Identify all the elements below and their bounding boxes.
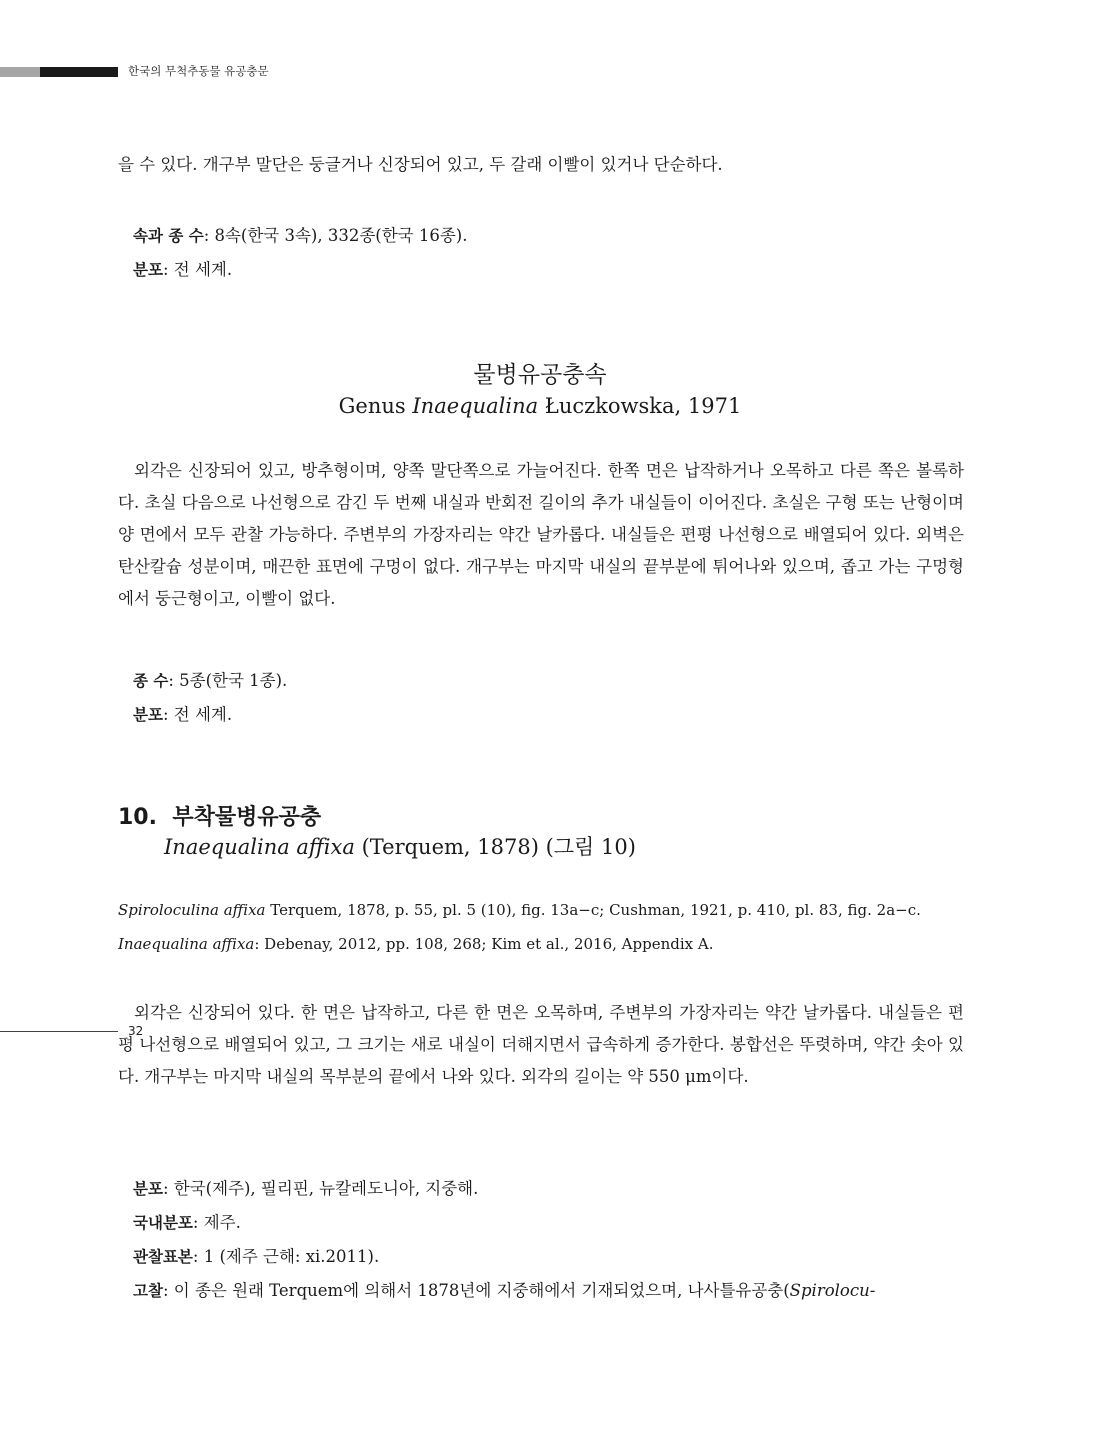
remarks-italic: Spirolocu- xyxy=(789,1281,876,1300)
distribution-value: : 전 세계. xyxy=(162,260,233,279)
species-count-line xyxy=(133,667,287,691)
species-author-figure: (Terquem, 1878) (그림 10) xyxy=(354,835,636,859)
genera-count-label: 속과 종 수 xyxy=(133,227,204,245)
genus-title-english xyxy=(0,394,1080,418)
species-korean-name: 부착물병유공충 xyxy=(172,805,322,830)
species-scientific-name: Inaequalina affixa xyxy=(164,835,355,859)
remarks-label: 고찰 xyxy=(133,1282,163,1300)
species-scientific-line xyxy=(164,831,636,861)
synonym-1-citation: Terquem, 1878, p. 55, pl. 5 (10), fig. 13a−c; Cushman, 1921, p. 410, pl. 83, fig. 2a−c. xyxy=(265,901,921,919)
genus-distribution-label: 분포 xyxy=(133,706,163,724)
synonym-2-name: Inaequalina affixa xyxy=(118,935,255,953)
domestic-distribution-line xyxy=(133,1209,241,1233)
continuation-text: 을 수 있다. 개구부 말단은 둥글거나 신장되어 있고, 두 갈래 이빨이 있거나 단순하다. xyxy=(118,155,723,174)
species-distribution-line xyxy=(133,1175,478,1199)
genus-description: 외각은 신장되어 있고, 방추형이며, 양쪽 말단쪽으로 가늘어진다. 한쪽 면은 납작하거나 오목하고 다른 쪽은 볼록하다. 초실 다음으로 나선형으로 감긴 두 번째 내실과 반회전 길이의 추가 내실들이 이어진다. 초실은 구형 또는 난형이며 양 면에서 모두 관찰 가능하다. 주변부의 가장자리는 약간 날카롭다. 내실들은 편평 나선형으로 배열되어 있다. 외벽은 탄산칼슘 성분이며, 매끈한 표면에 구멍이 없다. 개구부는 마지막 내실의 끝부분에 튀어나와 있으며, 좁고 가는 구멍형에서 둥근형이고, 이빨이 없다. xyxy=(118,461,964,608)
header-bar-black xyxy=(40,67,118,77)
species-count-label: 종 수 xyxy=(133,672,169,690)
synonymy-2 xyxy=(118,935,713,953)
synonymy-1 xyxy=(118,901,921,919)
genus-title-korean: 물병유공충속 xyxy=(473,362,607,388)
species-distribution-label: 분포 xyxy=(133,1180,163,1198)
footer-rule xyxy=(0,1031,118,1032)
header-bar-gray xyxy=(0,67,40,77)
domestic-distribution-label: 국내분포 xyxy=(133,1214,193,1232)
genus-distribution-value: : 전 세계. xyxy=(162,705,233,724)
genus-distribution-line xyxy=(133,701,232,725)
species-description: 외각은 신장되어 있다. 한 면은 납작하고, 다른 한 면은 오목하며, 주변부의 가장자리는 약간 날카롭다. 내실들은 편평 나선형으로 배열되어 있고, 그 크기는 새로 내실이 더해지면서 급속하게 증가한다. 봉합선은 뚜렷하며, 약간 솟아 있다. 개구부는 마지막 내실의 목부분의 끝에서 나와 있다. 외각의 길이는 약 550 μm이다. xyxy=(118,1003,964,1086)
synonym-1-name: Spiroloculina affixa xyxy=(118,901,266,919)
genera-count-line xyxy=(133,222,467,246)
specimen-label: 관찰표본 xyxy=(133,1248,193,1266)
species-number: 10. xyxy=(118,805,157,830)
remarks-line xyxy=(133,1277,875,1301)
genus-title-name: Inaequalina xyxy=(412,394,539,418)
genus-title-author: Łuczkowska, 1971 xyxy=(538,394,742,418)
genus-title-prefix: Genus xyxy=(338,394,413,418)
distribution-label: 분포 xyxy=(133,261,163,279)
page-number: 32 xyxy=(128,1024,144,1038)
species-distribution-value: : 한국(제주), 필리핀, 뉴칼레도니아, 지중해. xyxy=(162,1179,479,1198)
synonym-2-citation: : Debenay, 2012, pp. 108, 268; Kim et al., 2016, Appendix A. xyxy=(254,935,714,953)
specimen-line xyxy=(133,1243,379,1267)
running-title: 한국의 무척추동물 유공충문 xyxy=(128,64,269,78)
distribution-line xyxy=(133,256,232,280)
domestic-distribution-value: : 제주. xyxy=(192,1213,241,1232)
species-count-value: : 5종(한국 1종). xyxy=(168,671,288,690)
species-heading xyxy=(118,800,321,831)
remarks-value: : 이 종은 원래 Terquem에 의해서 1878년에 지중해에서 기재되었으며, 나사틀유공충( xyxy=(162,1281,790,1300)
genera-count-value: : 8속(한국 3속), 332종(한국 16종). xyxy=(203,226,468,245)
specimen-value: : 1 (제주 근해: xi.2011). xyxy=(192,1247,380,1266)
